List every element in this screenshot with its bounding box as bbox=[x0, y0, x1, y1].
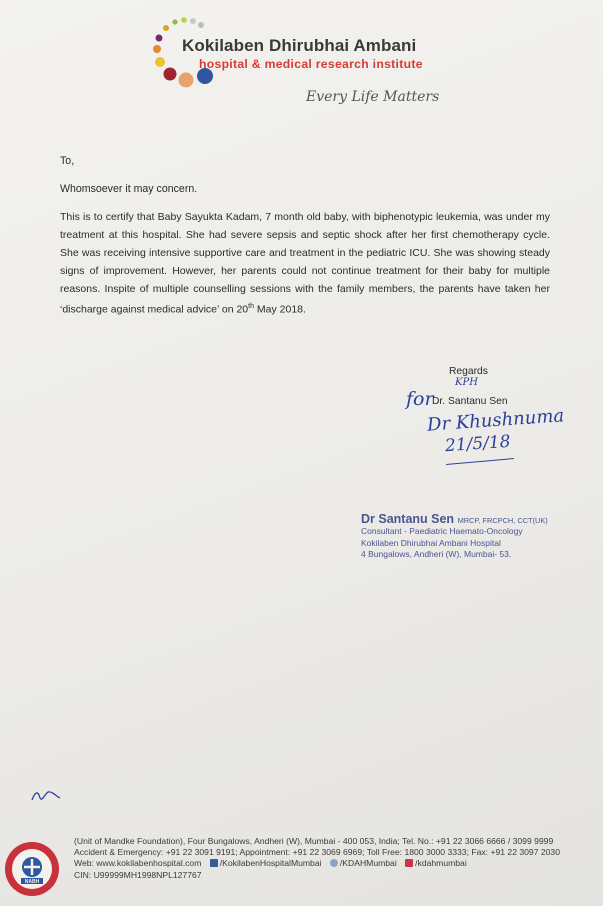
footer-phones: Accident & Emergency: +91 22 3091 9191; Appointment: +91 22 3069 6969; Toll Free: 1800 3000 3333; Fax: +91 22 3097 2030 bbox=[74, 847, 560, 858]
signature-underline bbox=[446, 458, 514, 465]
handwritten-for: for bbox=[406, 388, 434, 410]
footer-web[interactable]: Web: www.kokilabenhospital.com bbox=[74, 858, 202, 869]
hospital-tagline: Every Life Matters bbox=[306, 89, 440, 105]
letter-body-text: This is to certify that Baby Sayukta Kadam, 7 month old baby, with biphenotypic leukemia, was under my treatment at this hospital. She had severe sepsis and septic shock after her first chemotherapy cycle. She was receiving intensive supportive care and treatment in the pediatric ICU. She was showing steady signs of improvement. However, her parents could not continue treatment for their baby for multiple reasons. Inspite of multiple counselling sessions with the family members, the parents have taken her ‘discharge against medical advice’ on 20 bbox=[60, 211, 550, 316]
regards-text: Regards bbox=[449, 366, 488, 377]
nabh-seal-icon bbox=[3, 840, 61, 898]
footer-address: (Unit of Mandke Foundation), Four Bungalows, Andheri (W), Mumbai - 400 053, India; Tel. No.: +91 22 3066 6666 / 3099 9999 bbox=[74, 836, 554, 846]
footer-web-social bbox=[74, 858, 560, 869]
footer-facebook[interactable] bbox=[210, 858, 322, 869]
stamp-title: Consultant - Paediatric Haemato-Oncology bbox=[361, 526, 523, 536]
stamp-hospital: Kokilaben Dhirubhai Ambani Hospital bbox=[361, 537, 501, 548]
footer-youtube[interactable] bbox=[405, 858, 467, 869]
letter-addressee: Whomsoever it may concern. bbox=[60, 183, 198, 195]
youtube-icon bbox=[405, 859, 413, 867]
signatory-name: Dr. Santanu Sen bbox=[432, 396, 508, 407]
letter-body-end: May 2018. bbox=[253, 303, 306, 316]
footer-twitter[interactable] bbox=[330, 858, 397, 869]
seal-text: NABH bbox=[24, 879, 40, 885]
facebook-handle: /KokilabenHospitalMumbai bbox=[219, 858, 322, 869]
youtube-handle: /kdahmumbai bbox=[415, 858, 467, 869]
handwritten-initials: KPH bbox=[455, 377, 478, 388]
facebook-icon bbox=[210, 859, 218, 867]
handwritten-signature: Dr Khushnuma bbox=[426, 405, 565, 436]
pen-mark-icon bbox=[30, 786, 62, 804]
doctor-stamp bbox=[361, 512, 548, 561]
letter-footer bbox=[74, 836, 560, 881]
letter-salutation: To, bbox=[60, 155, 75, 167]
handwritten-date: 21/5/18 bbox=[444, 431, 512, 457]
twitter-icon bbox=[330, 859, 338, 867]
hospital-name: Kokilaben Dhirubhai Ambani bbox=[182, 36, 417, 55]
stamp-doctor-name: Dr Santanu Sen bbox=[361, 512, 455, 526]
twitter-handle: /KDAHMumbai bbox=[339, 858, 397, 869]
footer-cin: CIN: U99999MH1998NPL127767 bbox=[74, 869, 202, 880]
letter-body bbox=[60, 208, 550, 319]
letter-body-ordinal: th bbox=[248, 303, 254, 310]
hospital-logo-icon bbox=[148, 16, 228, 96]
hospital-subtitle: hospital & medical research institute bbox=[199, 57, 423, 71]
stamp-address: 4 Bungalows, Andheri (W), Mumbai- 53. bbox=[361, 549, 512, 559]
stamp-credentials: MRCP, FRCPCH, CCT(UK) bbox=[457, 516, 548, 525]
